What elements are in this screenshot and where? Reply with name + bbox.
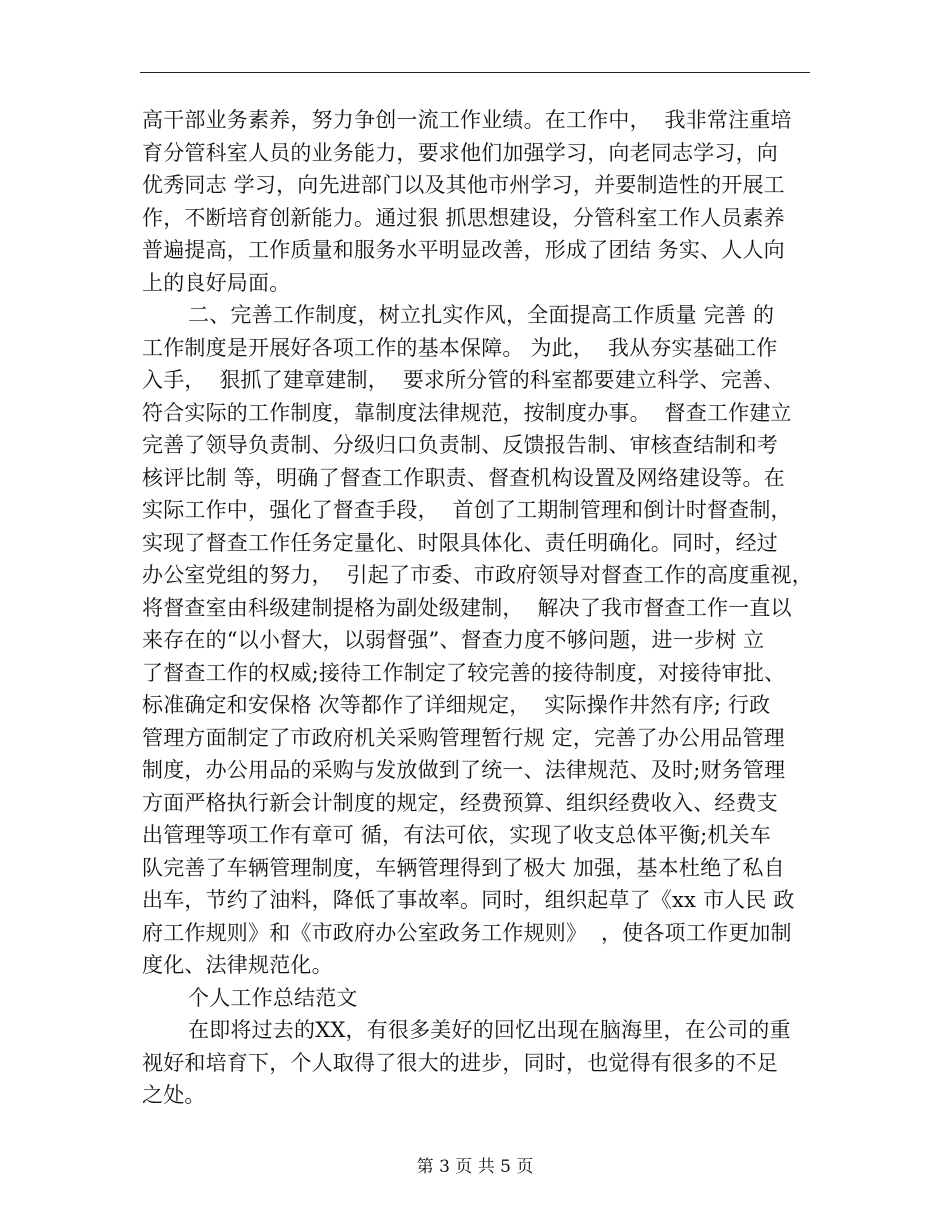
text-line: 实现了督查工作任务定量化、时限具体化、责任明确化。同时，经过 xyxy=(142,530,778,555)
text-line: 普遍提高，工作质量和服务水平明显改善，形成了团结 务实、人人向 xyxy=(142,238,785,262)
text-line: 方面严格执行新会计制度的规定，经费预算、组织经费收入、经费支 xyxy=(142,790,778,815)
text-line: 在即将过去的XX，有很多美好的回忆出现在脑海里，在公司的重 xyxy=(188,1018,791,1042)
section-heading-line: 二、完善工作制度，树立扎实作风，全面提高工作质量 完善 的 xyxy=(188,303,775,327)
text-line: 优秀同志 学习，向先进部门以及其他市州学习，并要制造性的开展工 xyxy=(142,173,785,197)
text-line: 办公室党组的努力， 引起了市委、市政府领导对督查工作的高度重视， xyxy=(142,563,813,587)
text-line: 视好和培育下，个人取得了很大的进步，同时，也觉得有很多的不足 xyxy=(142,1050,778,1075)
text-line: 育分管科室人员的业务能力，要求他们加强学习，向老同志学习，向 xyxy=(142,140,778,165)
text-line: 度化、法律规范化。 xyxy=(142,953,333,977)
text-line: 将督查室由科级建制提格为副处级建制， 解决了我市督查工作一直以 xyxy=(142,595,792,620)
text-line: 了督查工作的权威;接待工作制定了较完善的接待制度，对接待审批、 xyxy=(142,660,786,685)
page-footer: 第 3 页 共 5 页 xyxy=(416,1157,534,1177)
header-rule xyxy=(140,72,810,73)
text-line: 作，不断培育创新能力。通过狠 抓思想建设，分管科室工作人员素养 xyxy=(142,205,785,230)
text-line: 队完善了车辆管理制度，车辆管理得到了极大 加强，基本杜绝了私自 xyxy=(142,855,785,880)
text-line: 出车，节约了油料，降低了事故率。同时，组织起草了《xx 市人民 政 xyxy=(142,888,795,912)
text-line: 来存在的“以小督大，以弱督强”、督查力度不够问题，进一步树 立 xyxy=(142,628,765,652)
text-line: 管理方面制定了市政府机关采购管理暂行规 定，完善了办公用品管理 xyxy=(142,725,785,750)
text-line: 上的良好局面。 xyxy=(142,270,291,295)
text-line: 符合实际的工作制度，靠制度法律规范，按制度办事。 督查工作建立 xyxy=(142,400,792,425)
article-title: 个人工作总结范文 xyxy=(188,985,358,1010)
text-line: 出管理等项工作有章可 循，有法可依，实现了收支总体平衡;机关车 xyxy=(142,823,771,847)
document-body xyxy=(142,104,812,1112)
text-line: 完善了领导负责制、分级归口负责制、反馈报告制、审核查结制和考 xyxy=(142,433,778,457)
text-line: 府工作规则》和《市政府办公室政务工作规则》 ，使各项工作更加制 xyxy=(142,920,792,945)
text-line: 制度，办公用品的采购与发放做到了统一、法律规范、及时;财务管理 xyxy=(142,758,786,782)
text-line: 标准确定和安保格 次等都作了详细规定， 实际操作井然有序; 行政 xyxy=(142,693,771,717)
text-line: 工作制度是开展好各项工作的基本保障。 为此， 我从夯实基础工作 xyxy=(142,335,778,360)
text-line: 入手， 狠抓了建章建制， 要求所分管的科室都要建立科学、完善、 xyxy=(142,368,785,392)
text-line: 之处。 xyxy=(142,1083,206,1107)
text-line: 核评比制 等，明确了督查工作职责、督查机构设置及网络建设等。在 xyxy=(142,465,785,490)
text-line: 实际工作中，强化了督查手段， 首创了工期制管理和倒计时督查制， xyxy=(142,498,792,522)
text-line: 高干部业务素养，努力争创一流工作业绩。在工作中， 我非常注重培 xyxy=(142,108,792,132)
